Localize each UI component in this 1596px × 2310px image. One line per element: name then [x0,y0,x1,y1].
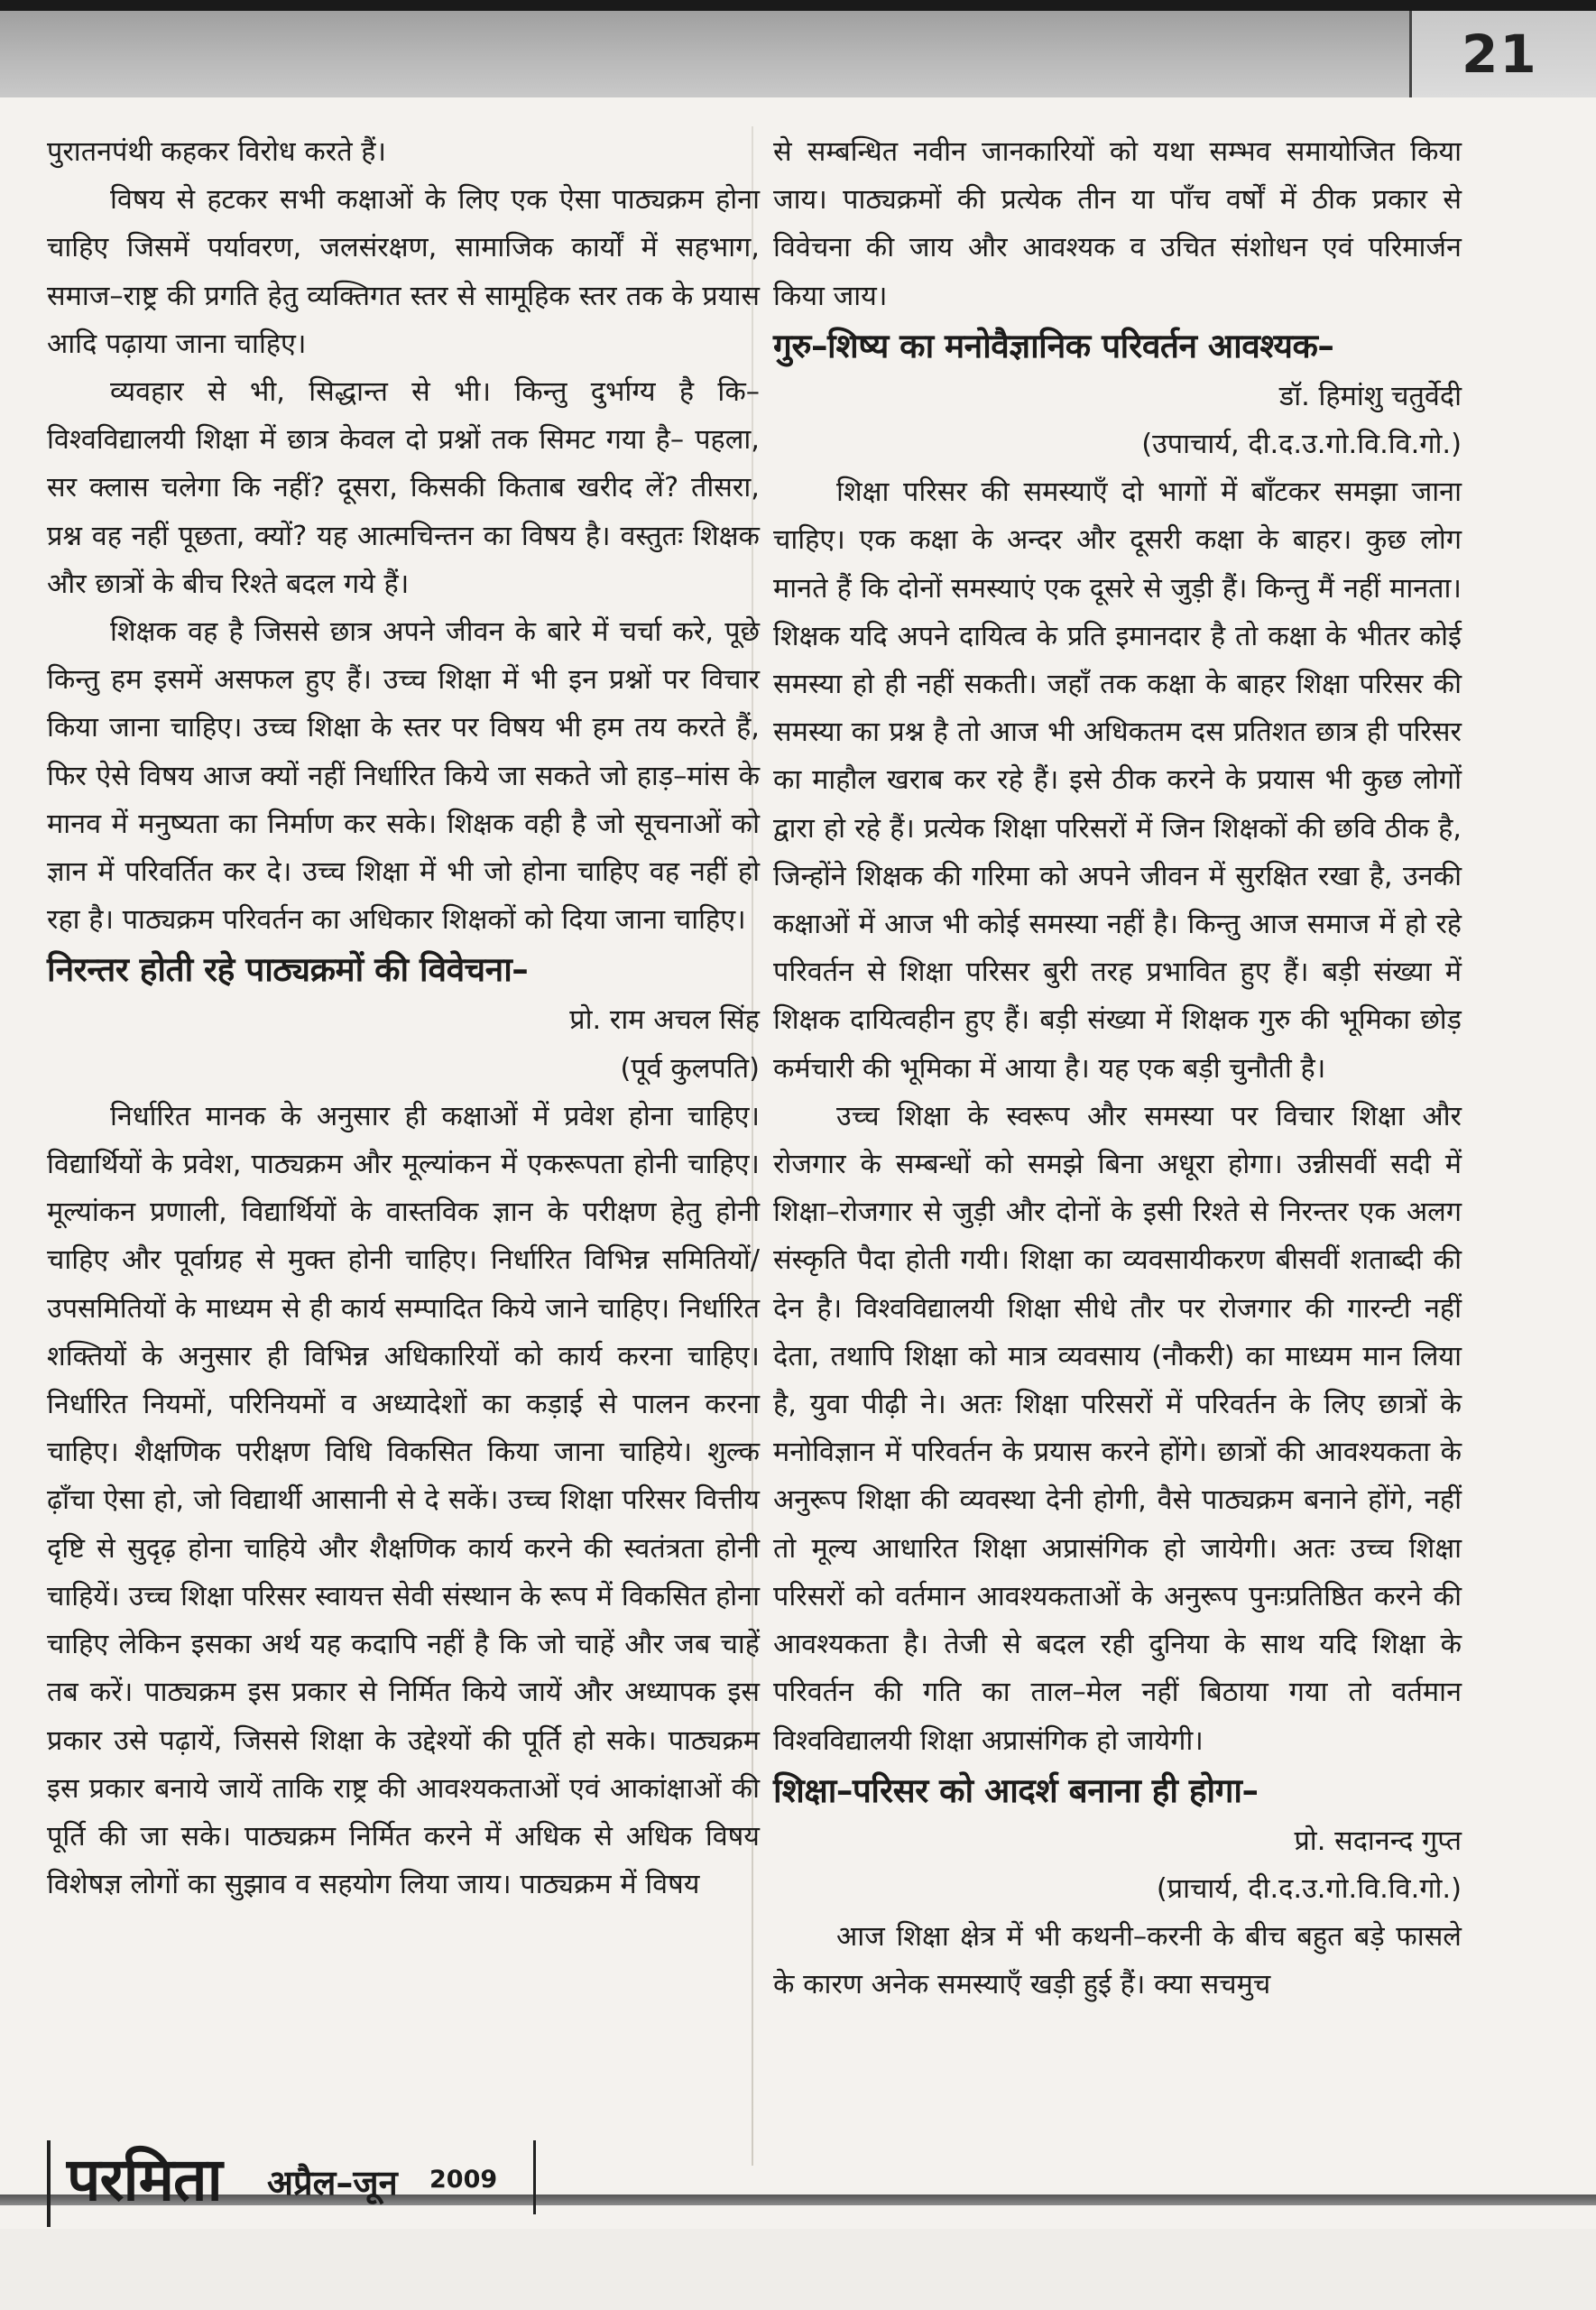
page-number: 21 [1462,23,1538,85]
paragraph: निर्धारित मानक के अनुसार ही कक्षाओं में प्रवेश होना चाहिए। विद्यार्थियों के प्रवेश, पाठ्यक्रम और मूल्यांकन में एकरूपता होनी चाहिए। मूल्यांकन प्रणाली, विद्यार्थियों के वास्तविक ज्ञान के परीक्षण हेतु होनी चाहिए और पूर्वाग्रह से मुक्त होनी चाहिए। निर्धारित विभिन्न समितियों/ उपसमितियों के माध्यम से ही कार्य सम्पादित किये जाने चाहिए। निर्धारित शक्तियों के अनुसार ही विभिन्न अधिकारियों को कार्य करना चाहिए। निर्धारित नियमों, परिनियमों व अध्यादेशों का कड़ाई से पालन करना चाहिए। शैक्षणिक परीक्षण विधि विकसित किया जाना चाहिये। शुल्क ढ़ाँचा ऐसा हो, जो विद्यार्थी आसानी से दे सकें। उच्च शिक्षा परिसर वित्तीय दृष्टि से सुदृढ़ होना चाहिये और शैक्षणिक कार्य करने की स्वतंत्रता होनी चाहियें। उच्च शिक्षा परिसर स्वायत्त सेवी संस्थान के रूप में विकसित होना चाहिए लेकिन इसका अर्थ यह कदापि नहीं है कि जो चाहें और जब चाहें तब करें। पाठ्यक्रम इस प्रकार से निर्मित किये जायें और अध्यापक इस प्रकार उसे पढ़ायें, जिससे शिक्षा के उद्देश्यों की पूर्ति हो सके। पाठ्यक्रम इस प्रकार बनाये जायें ताकि राष्ट्र की आवश्यकताओं एवं आकांक्षाओं की पूर्ति की जा सके। पाठ्यक्रम निर्मित करने में अधिक से अधिक विषय विशेषज्ञ लोगों का सुझाव व सहयोग लिया जाय। पाठ्यक्रम में विषय [47,1100,760,1901]
page-bottom-margin [0,2229,1596,2310]
header-band [0,0,1596,97]
right-column [773,128,1462,2010]
left-column [47,128,760,1908]
paragraph: शिक्षक वह है जिससे छात्र अपने जीवन के बारे में चर्चा करे, पूछे किन्तु हम इसमें असफल हुए हैं। उच्च शिक्षा में भी इन प्रश्नों पर विचार किया जाना चाहिए। उच्च शिक्षा के स्तर पर विषय भी हम तय करते हैं, फिर ऐसे विषय आज क्यों नहीं निर्धारित किये जा सकते जो हाड़–मांस के मानव में मनुष्यता का निर्माण कर सके। शिक्षक वही है जो सूचनाओं को ज्ञान में परिवर्तित कर दे। उच्च शिक्षा में भी जो होना चाहिए वह नहीं हो रहा है। पाठ्यक्रम परिवर्तन का अधिकार शिक्षकों को दिया जाना चाहिए। [47,616,760,937]
author-name: प्रो. राम अचल सिंह [569,1004,760,1037]
paragraph: व्यवहार से भी, सिद्धान्त से भी। किन्तु दुर्भाग्य है कि–विश्वविद्यालयी शिक्षा में छात्र केवल दो प्रश्नों तक सिमट गया है– पहला, सर क्लास चलेगा कि नहीं? दूसरा, किसकी किताब खरीद लें? तीसरा, प्रश्न वह नहीं पूछता, क्यों? यह आत्मचिन्तन का विषय है। वस्तुतः शिक्षक और छात्रों के बीच रिश्ते बदल गये हैं। [47,376,760,600]
paragraph: से सम्बन्धित नवीन जानकारियों को यथा सम्भव समायोजित किया जाय। पाठ्यक्रमों की प्रत्येक तीन या पाँच वर्षों में ठीक प्रकार से विवेचना की जाय और आवश्यक व उचित संशोधन एवं परिमार्जन किया जाय। [773,136,1462,312]
paragraph: उच्च शिक्षा के स्वरूप और समस्या पर विचार शिक्षा और रोजगार के सम्बन्धों को समझे बिना अधूरा होगा। उन्नीसवीं सदी में शिक्षा–रोजगार से जुड़ी और दोनों के इसी रिश्ते से निरन्तर एक अलग संस्कृति पैदा होती गयी। शिक्षा का व्यवसायीकरण बीसवीं शताब्दी की देन है। विश्वविद्यालयी शिक्षा सीधे तौर पर रोजगार की गारन्टी नहीं देता, तथापि शिक्षा को मात्र व्यवसाय (नौकरी) का माध्यम मान लिया है, युवा पीढ़ी ने। अतः शिक्षा परिसरों में परिवर्तन के लिए छात्रों के मनोविज्ञान में परिवर्तन के प्रयास करने होंगे। छात्रों की आवश्यकता के अनुरूप शिक्षा की व्यवस्था देनी होगी, वैसे पाठ्यक्रम बनाने होंगे, नहीं तो मूल्य आधारित शिक्षा अप्रासंगिक हो जायेगी। अतः उच्च शिक्षा परिसरों को वर्तमान आवश्यकताओं के अनुरूप पुनःप्रतिष्ठित करने की आवश्यकता है। तेजी से बदल रही दुनिया के साथ यदि शिक्षा के परिवर्तन की गति का ताल–मेल नहीं बिठाया गया तो वर्तमान विश्वविद्यालयी शिक्षा अप्रासंगिक हो जायेगी। [773,1100,1462,1757]
issue-year: 2009 [429,2166,498,2194]
author-name: डॉ. हिमांशु चतुर्वेदी [1278,380,1462,412]
magazine-logo: परमिता [67,2144,222,2214]
author-affiliation: (पूर्व कुलपति) [620,1052,760,1085]
paragraph: आज शिक्षा क्षेत्र में भी कथनी–करनी के बीच बहुत बड़े फासले के कारण अनेक समस्याएँ खड़ी हुई हैं। क्या सचमुच [773,1921,1462,2001]
section-heading: गुरु–शिष्य का मनोवैज्ञानिक परिवर्तन आवश्यक– [773,326,1334,365]
section-heading: शिक्षा–परिसर को आदर्श बनाना ही होगा– [773,1770,1259,1810]
paragraph: शिक्षा परिसर की समस्याएँ दो भागों में बाँटकर समझा जाना चाहिए। एक कक्षा के अन्दर और दूसरी कक्षा के बाहर। कुछ लोग मानते हैं कि दोनों समस्याएं एक दूसरे से जुड़ी हैं। किन्तु मैं नहीं मानता। शिक्षक यदि अपने दायित्व के प्रति इमानदार है तो कक्षा के भीतर कोई समस्या हो ही नहीं सकती। जहाँ तक कक्षा के बाहर शिक्षा परिसर की समस्या का प्रश्न है तो आज भी अधिकतम दस प्रतिशत छात्र ही परिसर का माहौल खराब कर रहे हैं। इसे ठीक करने के प्रयास भी कुछ लोगों द्वारा हो रहे हैं। प्रत्येक शिक्षा परिसरों में जिन शिक्षकों की छवि ठीक है, जिन्होंने शिक्षक की गरिमा को अपने जीवन में सुरक्षित रखा है, उनकी कक्षाओं में आज भी कोई समस्या नहीं है। किन्तु आज समाज में हो रहे परिवर्तन से शिक्षा परिसर बुरी तरह प्रभावित हुए हैं। बड़ी संख्या में शिक्षक दायित्वहीन हुए हैं। बड़ी संख्या में शिक्षक गुरु की भूमिका छोड़ कर्मचारी की भूमिका में आया है। यह एक बड़ी चुनौती है। [773,476,1462,1085]
issue-label: अप्रैल–जून [267,2163,398,2203]
footer-left-bar [47,2140,51,2227]
paragraph: पुरातनपंथी कहकर विरोध करते हैं। [47,136,387,168]
paragraph: विषय से हटकर सभी कक्षाओं के लिए एक ऐसा पाठ्यक्रम होना चाहिए जिसमें पर्यावरण, जलसंरक्षण, सामाजिक कार्यों में सहभाग, समाज–राष्ट्र की प्रगति हेतु व्यक्तिगत स्तर से सामूहिक स्तर तक के प्रयास आदि पढ़ाया जाना चाहिए। [47,184,760,360]
author-affiliation: (उपाचार्य, दी.द.उ.गो.वि.वि.गो.) [1141,429,1462,461]
section-heading: निरन्तर होती रहे पाठ्यक्रमों की विवेचना– [47,950,529,990]
footer-rule [0,2194,1596,2205]
footer-mid-bar [533,2140,536,2214]
header-top-rule [0,0,1596,11]
author-affiliation: (प्राचार्य, दी.द.उ.गो.वि.वि.गो.) [1156,1872,1462,1905]
author-name: प्रो. सदानन्द गुप्त [1294,1825,1462,1857]
